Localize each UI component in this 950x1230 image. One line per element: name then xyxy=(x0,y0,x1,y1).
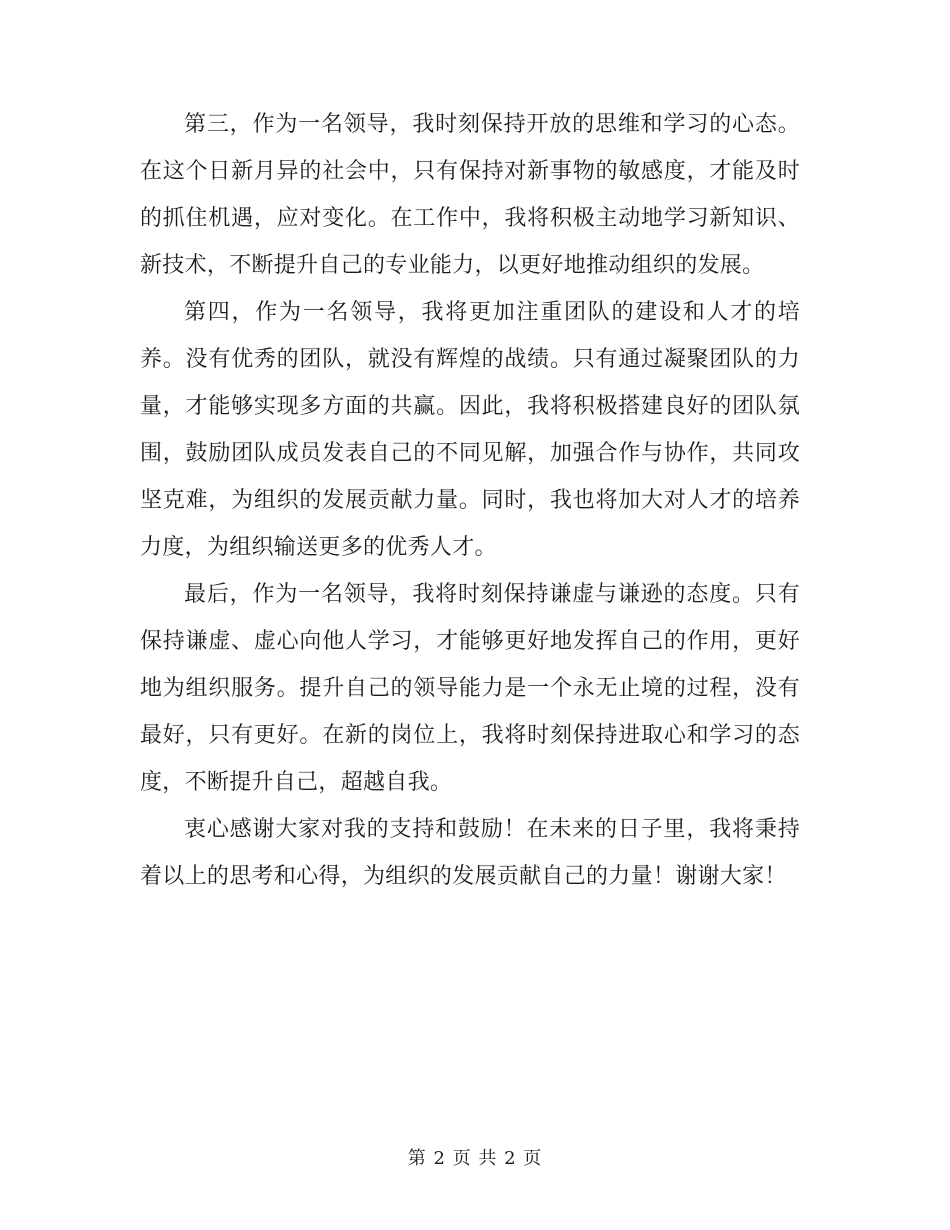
paragraph-fourth-point: 第四，作为一名领导，我将更加注重团队的建设和人才的培养。没有优秀的团队，就没有辉煌的战绩。只有通过凝聚团队的力量，才能够实现多方面的共赢。因此，我将积极搭建良好的团队氛围，鼓励团队成员发表自己的不同见解，加强合作与协作，共同攻坚克难，为组织的发展贡献力量。同时，我也将加大对人才的培养力度，为组织输送更多的优秀人才。 xyxy=(140,300,800,560)
paragraph-final-point: 最后，作为一名领导，我将时刻保持谦虚与谦逊的态度。只有保持谦虚、虚心向他人学习，才能够更好地发挥自己的作用，更好地为组织服务。提升自己的领导能力是一个永无止境的过程，没有最好，只有更好。在新的岗位上，我将时刻保持进取心和学习的态度，不断提升自己，超越自我。 xyxy=(140,582,800,795)
document-body xyxy=(140,101,800,900)
paragraph-third-point: 第三，作为一名领导，我时刻保持开放的思维和学习的心态。在这个日新月异的社会中，只有保持对新事物的敏感度，才能及时的抓住机遇，应对变化。在工作中，我将积极主动地学习新知识、新技术，不断提升自己的专业能力，以更好地推动组织的发展。 xyxy=(140,112,800,278)
paragraph-closing-thanks: 衷心感谢大家对我的支持和鼓励！在未来的日子里，我将秉持着以上的思考和心得，为组织的发展贡献自己的力量！谢谢大家！ xyxy=(140,817,800,889)
page-number-footer: 第 2 页 共 2 页 xyxy=(407,1148,543,1169)
